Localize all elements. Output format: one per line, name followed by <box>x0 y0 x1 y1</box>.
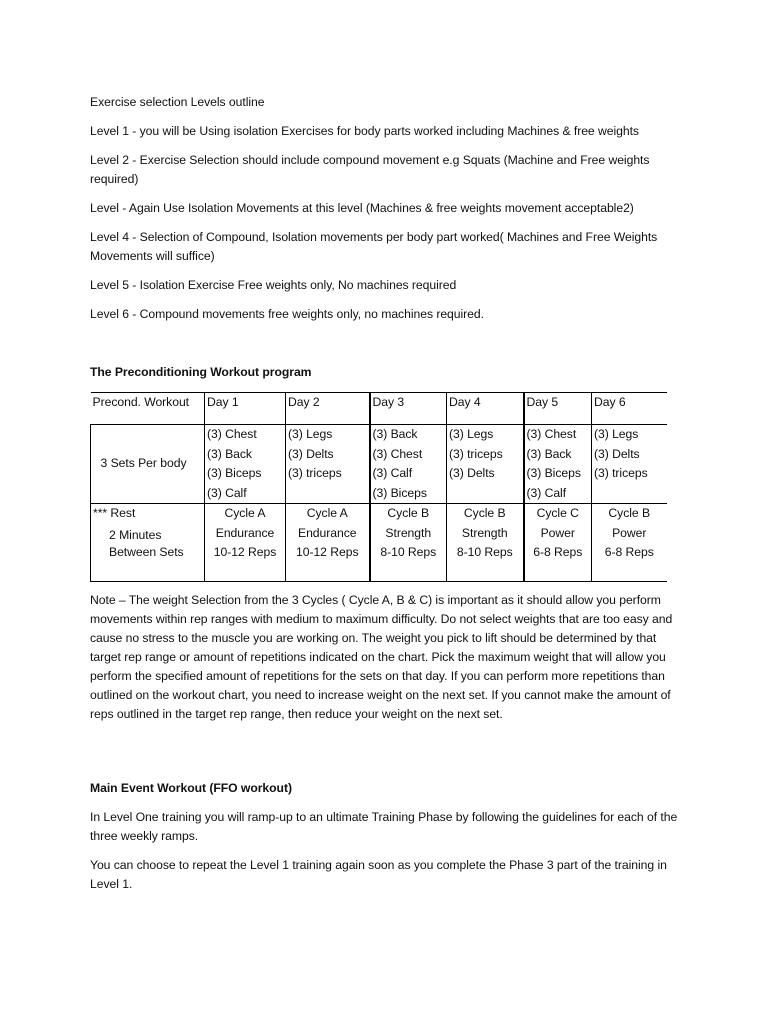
exercise-cell <box>286 425 370 504</box>
exercise-item: (3) Delts <box>288 446 334 461</box>
cycle-name: Cycle B <box>608 506 651 520</box>
cycle-name: Cycle A <box>224 506 266 520</box>
exercise-item: (3) Calf <box>526 485 567 500</box>
exercise-item: (3) Biceps <box>372 485 427 500</box>
section-heading-main-event: Main Event Workout (FFO workout) <box>90 781 292 795</box>
sets-label: 3 Sets Per body <box>100 455 187 470</box>
day-header: Day 6 <box>592 393 667 425</box>
table-row-cycles <box>91 504 667 582</box>
cycle-reps: 10-12 Reps <box>295 545 359 559</box>
paragraph-levels-outline-title: Exercise selection Levels outline <box>90 95 265 109</box>
section-heading-preconditioning: The Preconditioning Workout program <box>90 365 312 379</box>
exercise-item: (3) Chest <box>207 427 257 441</box>
exercise-item: (3) Chest <box>526 427 577 441</box>
exercise-item: (3) Back <box>526 446 572 461</box>
paragraph-level-one-ramp: In Level One training you will ramp-up to an ultimate Training Phase by following the guidelines for each of the three weekly ramps. <box>90 810 678 843</box>
day-header: Day 3 <box>370 393 447 425</box>
exercise-item: (3) triceps <box>288 466 342 480</box>
rest-cell <box>91 504 205 582</box>
day-header: Day 2 <box>286 393 370 425</box>
cycle-reps: 10-12 Reps <box>213 545 277 559</box>
paragraph-level-5: Level 5 - Isolation Exercise Free weights only, No machines required <box>90 278 457 292</box>
day-header: Day 1 <box>205 393 286 425</box>
cycle-type: Strength <box>385 525 432 540</box>
cycle-type: Strength <box>461 525 508 540</box>
table-row-exercises <box>91 425 667 504</box>
paragraph-note: Note – The weight Selection from the 3 Cycles ( Cycle A, B & C) is important as it should allow you perform movements within rep ranges with medium to maximum difficulty. Do not select weights that are too easy and cause no stress to the muscle you are working on. The weight you pick to lift should be determined by that target rep range or amount of repetitions indicated on the chart. Pick the maximum weight that will allow you perform the specified amount of repetitions for the sets on that day. If you can perform more repetitions than outlined on the workout chart, you need to increase weight on the next set. If you cannot make the amount of reps outlined in the target rep range, then reduce your weight on the next set. <box>90 593 673 721</box>
cycle-cell <box>447 504 524 582</box>
cycle-name: Cycle A <box>306 506 348 520</box>
paragraph-level-1: Level 1 - you will be Using isolation Exercises for body parts worked including Machines & free weights <box>90 124 639 138</box>
rest-label: *** Rest <box>93 506 136 520</box>
exercise-item: (3) Calf <box>372 466 413 480</box>
table-corner-cell: Precond. Workout <box>91 393 205 425</box>
exercise-item: (3) Delts <box>594 446 640 461</box>
cycle-cell <box>524 504 592 582</box>
exercise-item: (3) triceps <box>594 466 648 480</box>
exercise-cell <box>205 425 286 504</box>
cycle-cell <box>592 504 667 582</box>
cycle-cell <box>286 504 370 582</box>
cycle-reps: 8-10 Reps <box>380 545 437 559</box>
sets-label-cell <box>91 425 205 504</box>
exercise-item: (3) Biceps <box>207 466 262 480</box>
exercise-cell <box>592 425 667 504</box>
cycle-type: Power <box>612 525 647 540</box>
rest-between-sets: Between Sets <box>109 544 184 559</box>
workout-table <box>90 392 667 582</box>
exercise-item: (3) Legs <box>449 427 494 441</box>
exercise-item: (3) Legs <box>594 427 639 441</box>
cycle-name: Cycle B <box>463 506 506 520</box>
exercise-cell <box>447 425 524 504</box>
exercise-item: (3) Biceps <box>526 466 581 480</box>
cycle-cell <box>205 504 286 582</box>
day-header: Day 5 <box>524 393 592 425</box>
cycle-cell <box>370 504 447 582</box>
cycle-type: Endurance <box>298 525 357 540</box>
paragraph-level-4: Level 4 - Selection of Compound, Isolation movements per body part worked( Machines and Free Weights Movements will suffice) <box>90 230 658 263</box>
cycle-type: Power <box>540 525 575 540</box>
exercise-item: (3) Chest <box>372 446 423 461</box>
paragraph-level-6: Level 6 - Compound movements free weights only, no machines required. <box>90 307 484 321</box>
table-header-row <box>91 393 667 425</box>
exercise-item: (3) Delts <box>449 466 495 480</box>
cycle-type: Endurance <box>215 525 275 540</box>
exercise-cell <box>370 425 447 504</box>
exercise-item: (3) Back <box>372 427 418 441</box>
cycle-name: Cycle B <box>387 506 430 520</box>
exercise-cell <box>524 425 592 504</box>
exercise-item: (3) Back <box>207 446 252 461</box>
rest-duration: 2 Minutes <box>109 527 162 542</box>
cycle-name: Cycle C <box>536 506 579 520</box>
paragraph-level-2: Level 2 - Exercise Selection should include compound movement e.g Squats (Machine and Free weights required) <box>90 153 650 186</box>
exercise-item: (3) Calf <box>207 485 247 500</box>
day-header: Day 4 <box>447 393 524 425</box>
exercise-item: (3) Legs <box>288 427 333 441</box>
cycle-reps: 6-8 Reps <box>533 545 583 559</box>
cycle-reps: 6-8 Reps <box>604 545 654 559</box>
cycle-reps: 8-10 Reps <box>456 545 513 559</box>
paragraph-repeat-level-1: You can choose to repeat the Level 1 training again soon as you complete the Phase 3 part of the training in Level 1. <box>90 858 667 891</box>
exercise-item: (3) triceps <box>449 446 503 461</box>
paragraph-level-3: Level - Again Use Isolation Movements at this level (Machines & free weights movement acceptable2) <box>90 201 634 215</box>
